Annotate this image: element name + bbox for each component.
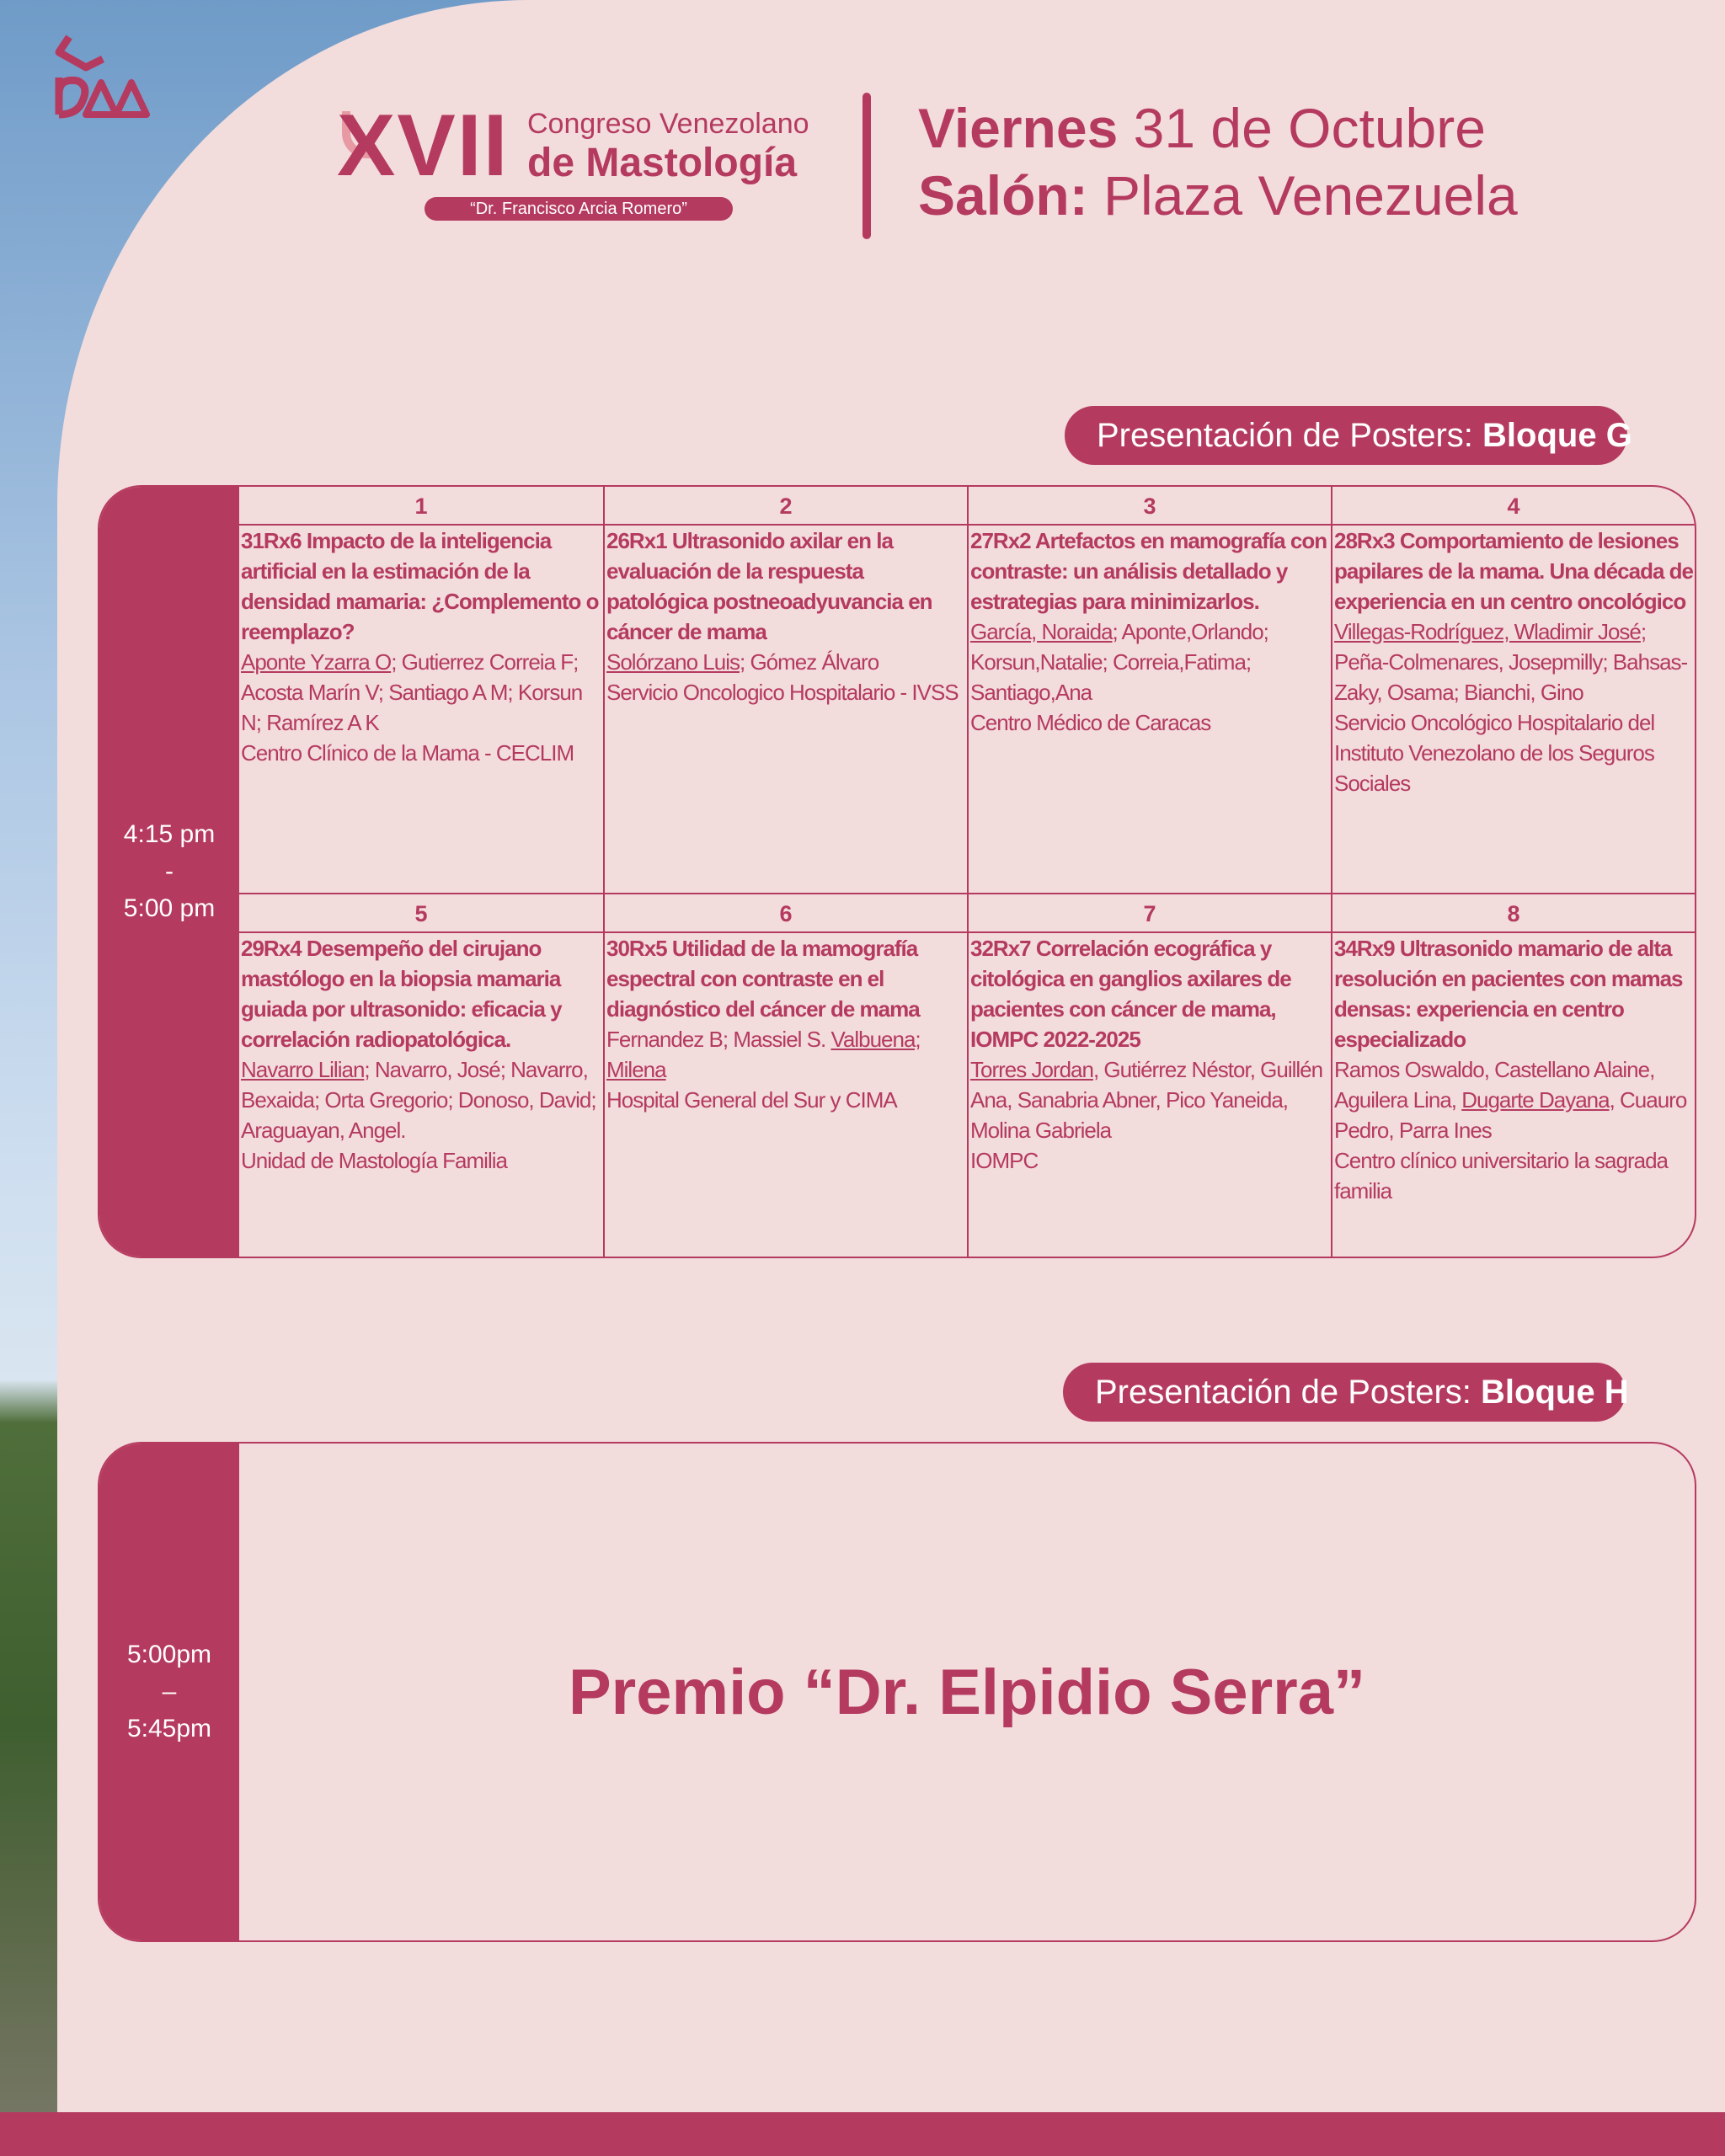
footer-bar: [0, 2112, 1725, 2156]
poster-coauthors: ; Aponte,Orlando; Korsun,Natalie; Correia,Fatima; Santiago,Ana: [970, 619, 1268, 705]
poster-title: 34Rx9 Ultrasonido mamario de alta resolución en pacientes con mamas densas: experiencia en centro especializado: [1334, 936, 1683, 1052]
poster-title: 26Rx1 Ultrasonido axilar en la evaluación de la respuesta patológica postneoadyuvancia en cáncer de mama: [606, 528, 932, 644]
poster-number: 2: [605, 487, 967, 526]
poster-number: 5: [239, 894, 603, 933]
poster-authors: [606, 647, 965, 677]
poster-coauthors: , Gutiérrez Néstor, Guillén Ana, Sanabria Abner, Pico Yaneida, Molina Gabriela: [970, 1057, 1323, 1143]
poster-number: 7: [969, 894, 1331, 933]
poster-title: 30Rx5 Utilidad de la mamografía espectral con contraste en el diagnóstico del cáncer de mama: [606, 936, 920, 1022]
poster-presenter: Navarro Lilian: [241, 1057, 365, 1082]
session-info: [918, 94, 1518, 229]
award-title: Premio “Dr. Elpidio Serra”: [568, 1656, 1366, 1728]
society-logo: [52, 34, 153, 126]
poster-title: 28Rx3 Comportamiento de lesiones papilares de la mama. Una década de experiencia en un centro oncológico: [1334, 528, 1693, 614]
poster-title: 29Rx4 Desempeño del cirujano mastólogo en la biopsia mamaria guiada por ultrasonido: eficacia y correlación radiopatológica.: [241, 936, 562, 1052]
poster-number: 8: [1332, 894, 1695, 933]
session-date: 31 de Octubre: [1133, 97, 1486, 159]
poster-number: 3: [969, 487, 1331, 526]
poster-coauthors: ; Gómez Álvaro: [740, 649, 879, 675]
honoree-badge: “Dr. Francisco Arcia Romero”: [425, 197, 733, 221]
poster-coauthors-pre: Fernandez B; Massiel S.: [606, 1027, 831, 1052]
poster-authors: [241, 1054, 601, 1145]
poster-number: 4: [1332, 487, 1695, 526]
poster-number: 1: [239, 487, 603, 526]
poster-cell: [1331, 894, 1695, 1257]
block-g-time-start: 4:15 pm: [123, 820, 216, 848]
block-h-label: Presentación de Posters:: [1095, 1374, 1471, 1411]
poster-presenter: García, Noraida: [970, 619, 1113, 644]
poster-cell: [967, 487, 1331, 893]
poster-authors: [241, 647, 601, 738]
session-room: Plaza Venezuela: [1103, 164, 1518, 227]
poster-institution: Centro Clínico de la Mama - CECLIM: [241, 740, 574, 766]
poster-coauthors: ; Peña-Colmenares, Josepmilly; Bahsas-Zaky, Osama; Bianchi, Gino: [1334, 619, 1688, 705]
poster-institution: IOMPC: [970, 1148, 1039, 1173]
block-h-schedule: [98, 1442, 1696, 1942]
poster-presenter: Torres Jordan: [970, 1057, 1093, 1082]
poster-presenter: Solórzano Luis: [606, 649, 740, 675]
poster-authors: [606, 1024, 965, 1085]
block-g-time-sep: -: [165, 857, 174, 885]
header-divider: [862, 93, 871, 239]
poster-title: 31Rx6 Impacto de la inteligencia artificial en la estimación de la densidad mamaria: ¿Complemento o reemplazo?: [241, 528, 599, 644]
block-g-time: [99, 487, 239, 1257]
block-g-label: Presentación de Posters:: [1097, 417, 1473, 454]
block-g-name: Bloque G: [1482, 417, 1632, 454]
poster-authors: [1334, 1054, 1693, 1145]
day-label: Viernes: [918, 97, 1119, 159]
poster-institution: Servicio Oncologico Hospitalario - IVSS: [606, 680, 959, 705]
block-g-schedule: [98, 485, 1696, 1258]
poster-authors: [1334, 616, 1693, 707]
poster-title: 32Rx7 Correlación ecográfica y citológica en ganglios axilares de pacientes con cáncer de mama, IOMPC 2022-2025: [970, 936, 1291, 1052]
poster-coauthors: ; Navarro, José; Navarro, Bexaida; Orta Gregorio; Donoso, David; Araguayan, Angel.: [241, 1057, 596, 1143]
poster-grid: [239, 487, 1695, 1257]
congress-name-line2: de Mastología: [527, 141, 798, 185]
poster-institution: Unidad de Mastología Familia: [241, 1148, 507, 1173]
block-h-title: [1063, 1363, 1629, 1422]
poster-institution: Servicio Oncológico Hospitalario del Instituto Venezolano de los Seguros Sociales: [1334, 710, 1655, 796]
poster-institution: Hospital General del Sur y CIMA: [606, 1087, 897, 1113]
block-g-time-end: 5:00 pm: [123, 894, 216, 922]
block-h-time-sep: –: [162, 1678, 177, 1705]
block-h-time-end: 5:45pm: [126, 1715, 212, 1742]
room-label: Salón:: [918, 164, 1088, 227]
poster-coauthors: Cuauro Pedro, Parra Ines: [1334, 1087, 1687, 1143]
roman-numeral: XVII: [337, 97, 510, 195]
poster-title: 27Rx2 Artefactos en mamografía con contraste: un análisis detallado y estrategias para minimizarlos.: [970, 528, 1327, 614]
block-h-name: Bloque H: [1481, 1374, 1629, 1411]
poster-presenter: Valbuena; Milena: [606, 1027, 921, 1082]
block-g-title: [1065, 406, 1632, 465]
congress-name-line1: Congreso Venezolano: [527, 108, 809, 140]
poster-coauthors: ; Gutierrez Correia F; Acosta Marín V; Santiago A M; Korsun N; Ramírez A K: [241, 649, 583, 735]
poster-cell: [967, 894, 1331, 1257]
poster-number: 6: [605, 894, 967, 933]
poster-cell: [1331, 487, 1695, 893]
poster-institution: Centro Médico de Caracas: [970, 710, 1211, 735]
poster-presenter: Aponte Yzarra O: [241, 649, 392, 675]
block-h-time-start: 5:00pm: [126, 1641, 212, 1668]
poster-coauthors-pre: Ramos Oswaldo, Castellano Alaine, Aguilera Lina,: [1334, 1057, 1655, 1113]
poster-authors: [970, 1054, 1329, 1145]
poster-cell: [239, 894, 603, 1257]
poster-institution: Centro clínico universitario la sagrada familia: [1334, 1148, 1668, 1203]
poster-cell: [239, 487, 603, 893]
poster-presenter: Dugarte Dayana,: [1461, 1087, 1615, 1113]
poster-authors: [970, 616, 1329, 707]
poster-presenter: Villegas-Rodríguez, Wladimir José: [1334, 619, 1641, 644]
poster-cell: [603, 894, 967, 1257]
block-h-time: [99, 1444, 239, 1940]
congress-logo: [337, 99, 825, 226]
poster-cell: [603, 487, 967, 893]
